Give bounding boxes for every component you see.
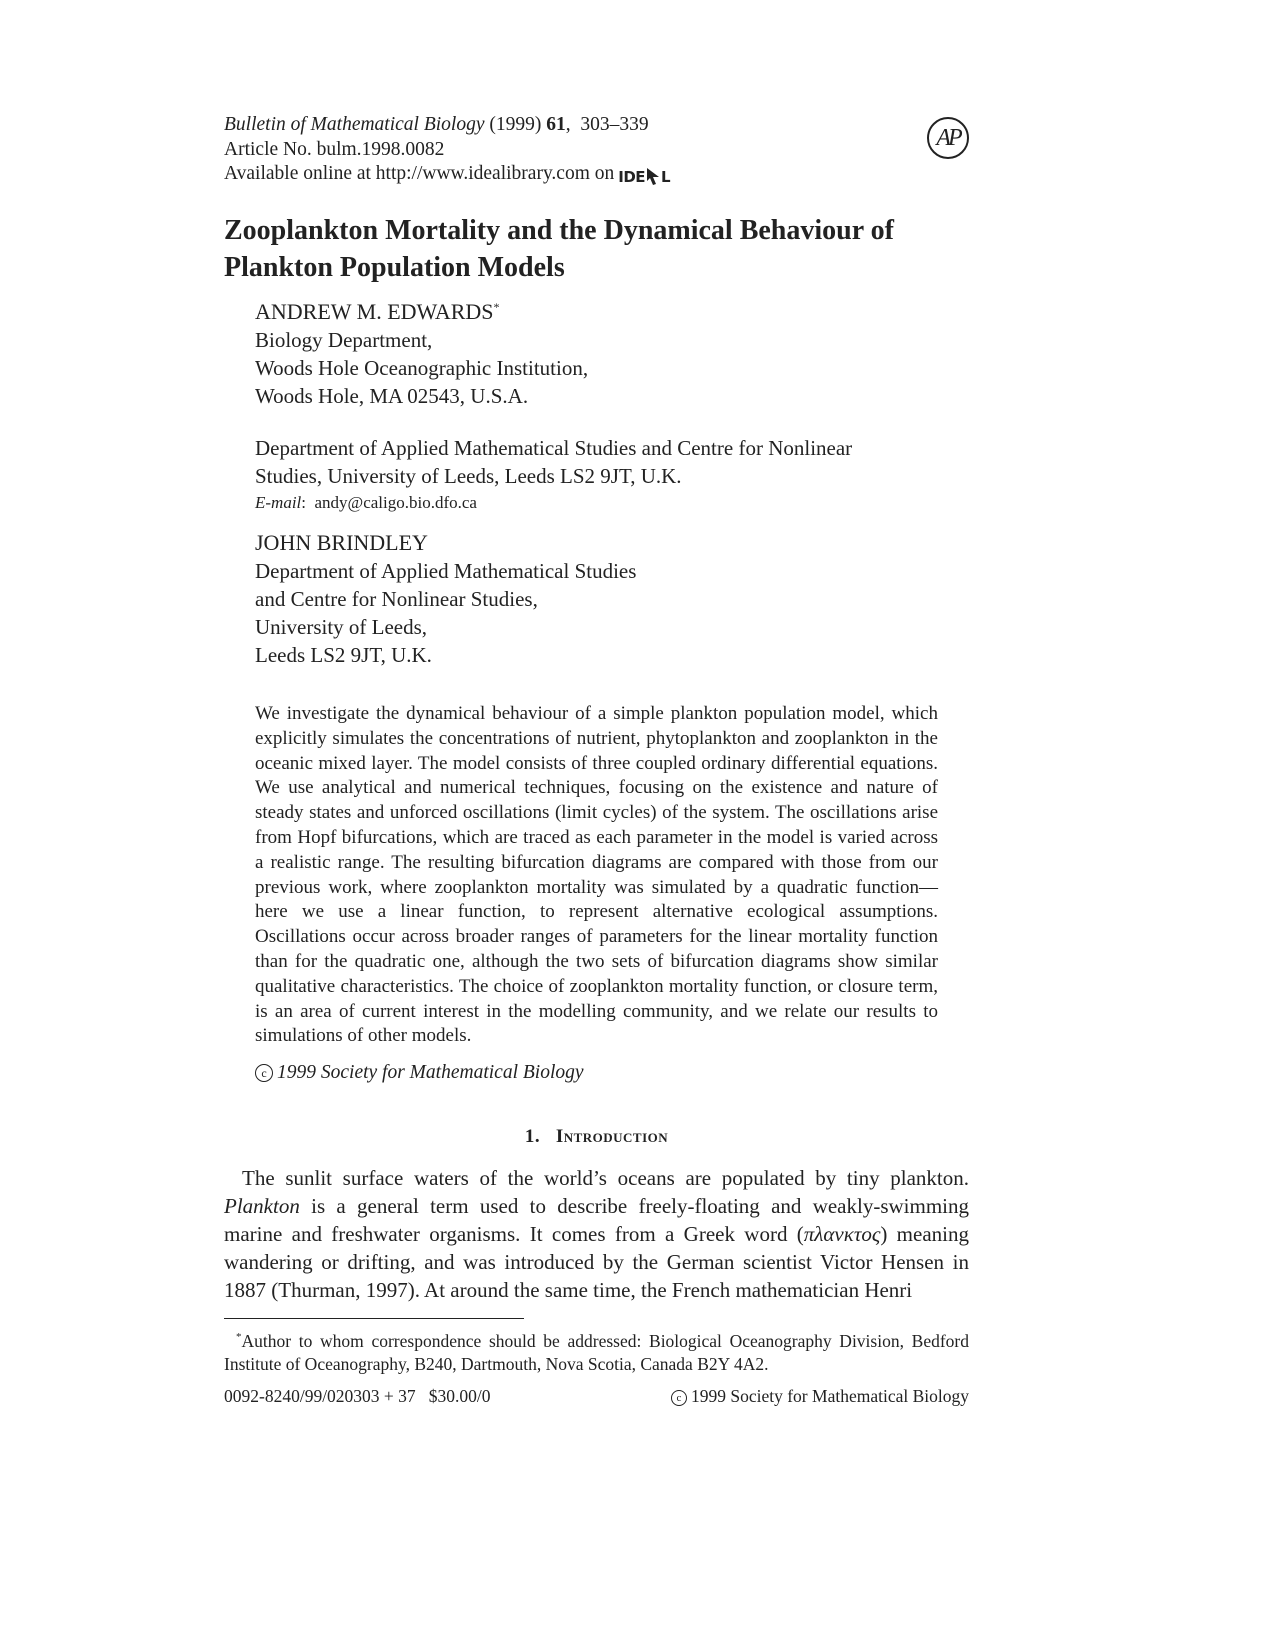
footnote [224,1326,969,1376]
intro-text: ) meaning wandering or drifting, and was introduced by the German scientist Victor Hensen in 1887 (Thurman, 1997). At around the same time, the French mathematician Henri [224,1222,969,1302]
author1-affil2-line: Studies, University of Leeds, Leeds LS2 9JT, U.K. [255,464,682,488]
section-title: Introduction [555,1126,669,1147]
author1-email: andy@caligo.bio.dfo.ca [314,493,477,512]
copyright-icon: c [255,1064,273,1082]
article-title: Zooplankton Mortality and the Dynamical Behaviour of Plankton Population Models [224,215,894,283]
footnote-mark: * [236,1331,242,1343]
author1-affil-line: Biology Department, [255,328,433,352]
author1-name: ANDREW M. EDWARDS* [255,299,500,324]
copyright-icon: c [671,1390,687,1406]
author1-star: * [493,300,500,314]
author1-affil-line: Woods Hole Oceanographic Institution, [255,356,589,380]
availability-text: Available online at http://www.idealibrary.com on [224,163,615,184]
journal-year: (1999) [489,114,542,135]
journal-name: Bulletin of Mathematical Biology [224,114,485,135]
author2-affil-line: Leeds LS2 9JT, U.K. [255,643,432,667]
journal-pages: 303–339 [580,114,649,135]
author2-affil-line: University of Leeds, [255,615,428,639]
footer-copyright [671,1386,969,1407]
author1-affil2-block [255,434,975,516]
journal-header [224,113,744,190]
email-label: E-mail [255,493,302,512]
footer-copyright-text: 1999 Society for Mathematical Biology [690,1386,969,1406]
intro-greek-word: πλανκτος [803,1222,881,1246]
author1-email-line: E-mail: andy@caligo.bio.dfo.ca [255,493,477,512]
availability-line [224,162,744,190]
author2-affil-line: Department of Applied Mathematical Studies [255,559,637,583]
intro-text: is a general term used to describe freely-floating and weakly-swimming marine and freshwater organisms. It comes from a Greek word ( [224,1194,969,1246]
intro-plankton-term: Plankton [224,1194,300,1218]
author1-affil-line: Woods Hole, MA 02543, U.S.A. [255,384,529,408]
author2-name: JOHN BRINDLEY [255,530,428,555]
author1-block [255,293,975,410]
section-number: 1. [524,1126,541,1147]
abstract-copyright-text: 1999 Society for Mathematical Biology [277,1062,584,1083]
author2-block [255,529,975,669]
author1-affil2-line: Department of Applied Mathematical Studies and Centre for Nonlinear [255,436,853,460]
citation-line: Bulletin of Mathematical Biology (1999) 61, 303–339 [224,114,649,135]
section-heading [224,1126,969,1148]
intro-text: The sunlit surface waters of the world’s oceans are populated by tiny plankton. [242,1166,969,1190]
abstract: We investigate the dynamical behaviour of a simple plankton population model, which explicitly simulates the concentrations of nutrient, phytoplankton and zooplankton in the oceanic mixed layer. The model consists of three coupled ordinary differential equations. We use analytical and numerical techniques, focusing on the existence and nature of steady states and unforced oscillations (limit cycles) of the system. The oscillations arise from Hopf bifurcations, which are traced as each parameter in the model is varied across a realistic range. The resulting bifurcation diagrams are compared with those from our previous work, where zooplankton mortality was simulated by a quadratic function—here we use a linear function, to represent alternative ecological assumptions. Oscillations occur across broader ranges of parameters for the linear mortality function than for the quadratic one, although the two sets of bifurcation diagrams show similar qualitative characteristics. The choice of zooplankton mortality function, or closure term, is an area of current interest in the modelling community, and we relate our results to simulations of other models. [255,703,938,1047]
abstract-copyright [255,1062,584,1084]
issn-price: 0092-8240/99/020303 + 37 $30.00/0 [224,1386,491,1406]
footnote-text: Author to whom correspondence should be addressed: Biological Oceanography Division, Bedford Institute of Oceanography, B240, Dartmouth, Nova Scotia, Canada B2Y 4A2. [224,1331,969,1374]
academic-press-logo: AP [927,117,969,159]
journal-volume: 61 [546,114,566,135]
footnote-divider [224,1318,524,1319]
article-number: Article No. bulm.1998.0082 [224,138,445,160]
ideal-arrow-icon [645,166,661,186]
author2-affil-line: and Centre for Nonlinear Studies, [255,587,538,611]
introduction-paragraph [224,1164,969,1304]
ideal-logo: IDE L [618,168,671,186]
